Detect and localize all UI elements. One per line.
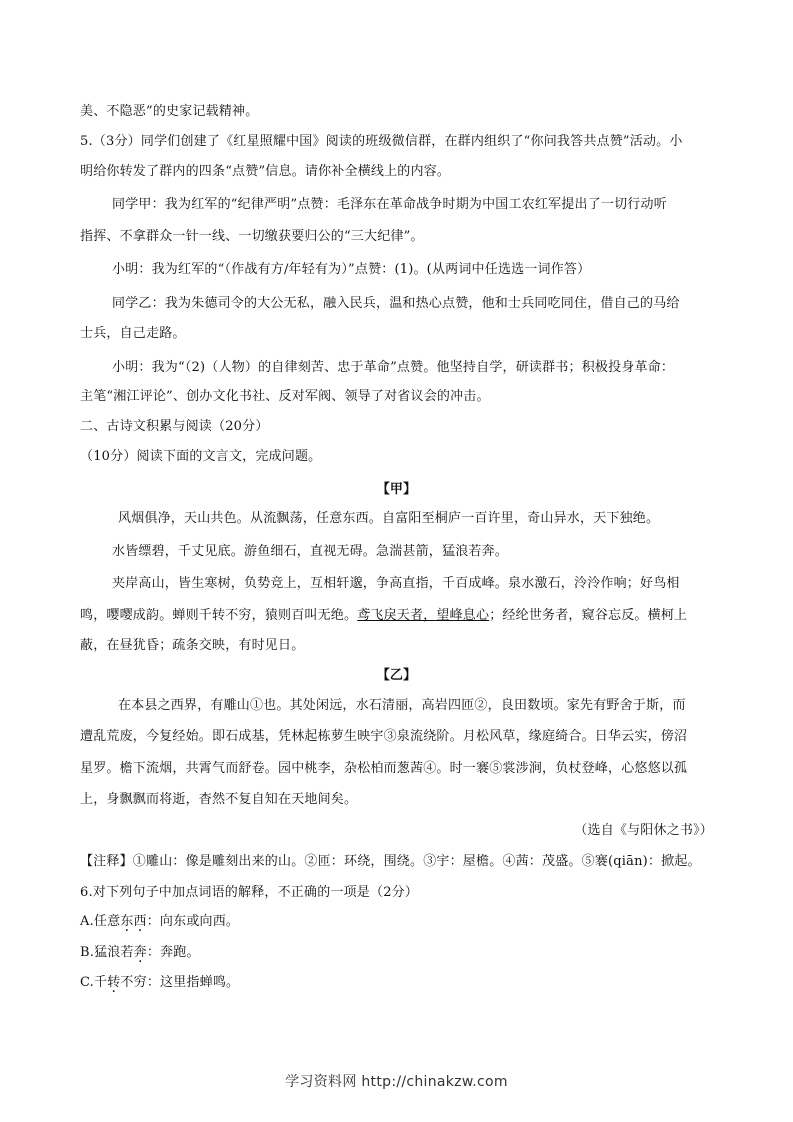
passage-jia-paragraph-2: 水皆缥碧，千丈见底。游鱼细石，直视无碍。急湍甚箭，猛浪若奔。 (112, 544, 509, 559)
question-5-text-cont: 明给你转发了群内的四条“点赞”信息。请你补全横线上的内容。 (80, 164, 451, 179)
text-span: 鸣，嘤嘤成韵。蝉则千转不穷，猿则百叫无绝。 (80, 608, 358, 623)
question-5-text: 5.（3分）同学们创建了《红星照耀中国》阅读的班级微信群，在群内组织了“你问我答共点赞”活动。小 (80, 134, 683, 149)
dotted-char: 奔 (133, 945, 147, 960)
text-span: ；经纶世务者，窥谷忘反。横柯上 (489, 608, 688, 623)
xiaoming-message-2-cont: 主笔“湘江评论”、创办文化书社、反对军阀、领导了对省议会的冲击。 (80, 389, 490, 404)
annotation-notes: 【注释】①雕山：像是雕刻出来的山。②匝：环绕，围绕。③宇：屋檐。④茜：茂盛。⑤褰(qiān)：掀起。 (80, 854, 701, 869)
text-span: A.任意 (80, 914, 121, 929)
page-footer: 学习资料网 http://chinakzw.com (285, 1074, 508, 1090)
text-span: B.猛浪若 (80, 945, 134, 960)
passage-yi-title: 【乙】 (376, 668, 417, 683)
text-line: 美、不隐恶”的史家记载精神。 (80, 104, 259, 119)
reading-intro: （10分）阅读下面的文言文，完成问题。 (80, 449, 322, 464)
student-jia-message-cont: 指挥、不拿群众一针一线、一切缴获要归公的“三大纪律”。 (80, 229, 424, 244)
question-6-text: 6.对下列句子中加点词语的解释，不正确的一项是（2分） (80, 885, 419, 900)
text-span: ：向东或向西。 (146, 914, 240, 929)
section-2-heading: 二、古诗文积累与阅读（20分） (80, 419, 269, 434)
passage-yi-line-1: 在本县之西界，有雕山①也。其处闲远，水石清丽，高岩四匝②，良田数顷。家先有野舍于斯，而 (118, 698, 686, 713)
passage-jia-paragraph-3: 夹岸高山，皆生寒树，负势竞上，互相轩邈，争高直指，千百成峰。泉水激石，泠泠作响；好鸟相 (112, 576, 680, 591)
passage-jia-paragraph-3-cont (80, 607, 723, 625)
dotted-char: 西 (133, 914, 147, 929)
passage-yi-line-3: 星罗。檐下流烟，共霄气而舒卷。园中桃李，杂松柏而葱茜④。时一褰⑤裳涉涧，负杖登峰，心悠悠以孤 (80, 761, 688, 776)
passage-jia-paragraph-1: 风烟俱净，天山共色。从流飘荡，任意东西。自富阳至桐庐一百许里，奇山异水，天下独绝。 (118, 511, 660, 526)
student-yi-message-cont: 士兵，自己走路。 (80, 326, 186, 341)
passage-jia-title: 【甲】 (376, 482, 417, 497)
text-span: 不穷：这里指蝉鸣。 (120, 975, 240, 990)
dotted-char: 转 (107, 975, 121, 990)
xiaoming-message-2: 小明：我为“（2)（人物）的自律刻苦、忠于革命”点赞。他坚持自学，研读群书；积极投身革命： (112, 360, 675, 375)
underlined-sentence: 鸢飞戾天者，望峰息心 (357, 608, 490, 623)
passage-yi-line-2: 遭乱荒废，今复经始。即石成基，凭林起栋萝生映宇③泉流绕阶。月松风草，缘庭绮合。日华云实，傍沼 (80, 729, 688, 744)
text-span: C.千 (80, 975, 108, 990)
passage-yi-line-4: 上，身飘飘而将逝，杳然不复自知在天地间矣。 (80, 792, 358, 807)
dotted-char: 东 (120, 914, 134, 929)
xiaoming-message-1: 小明：我为红军的“（作战有方/年轻有为）”点赞：(1)。(从两词中任选选一词作答） (112, 262, 591, 277)
text-span: ：奔跑。 (146, 945, 200, 960)
option-c (80, 974, 723, 992)
option-a (80, 913, 723, 931)
student-yi-message: 同学乙：我为朱德司令的大公无私，融入民兵，温和热心点赞，他和士兵同吃同住，借自己的马给 (112, 296, 680, 311)
passage-source: （选自《与阳休之书》） (574, 823, 713, 838)
passage-jia-paragraph-3-end: 蔽，在昼犹昏；疏条交映，有时见日。 (80, 638, 305, 653)
student-jia-message: 同学甲：我为红军的“纪律严明”点赞：毛泽东在革命战争时期为中国工农红军提出了一切行动听 (112, 197, 667, 212)
option-b (80, 944, 723, 962)
